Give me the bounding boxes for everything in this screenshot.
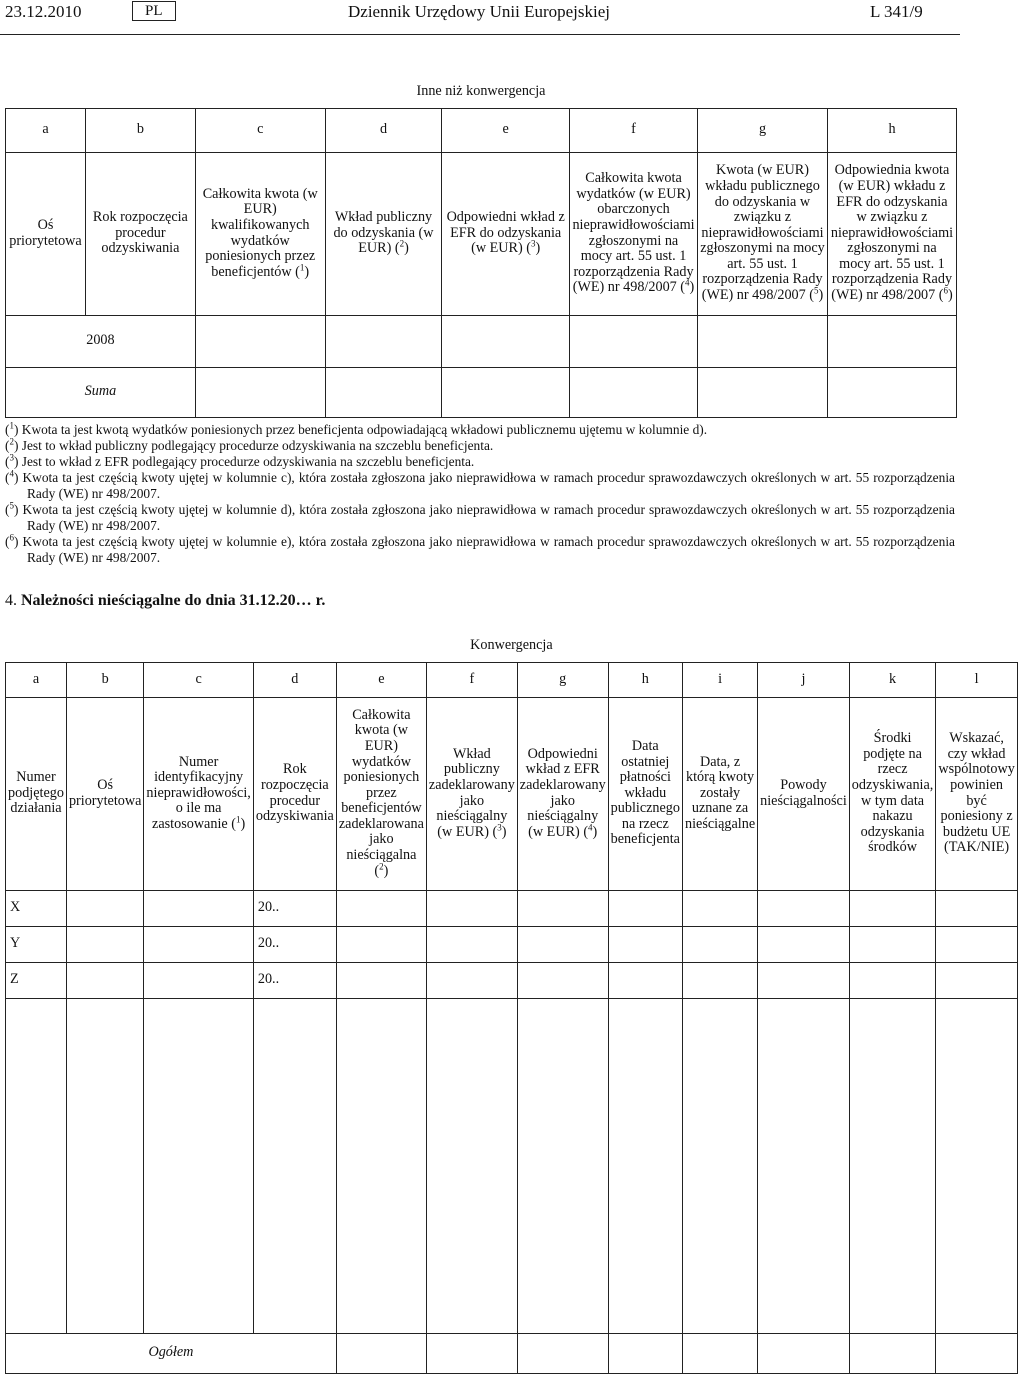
table2-spacer-row: [6, 998, 1018, 1333]
section-title: Należności nieściągalne do dnia 31.12.20… r.: [21, 592, 326, 609]
column-header: Numer podjętego działania: [6, 697, 67, 890]
table2-title: Konwergencja: [6, 630, 1018, 662]
section-4-heading: [5, 592, 325, 610]
year-cell: 20..: [253, 962, 336, 998]
column-header: Odpowiedni wkład z EFR do odzyskania (w EUR) ($^3$): [442, 152, 570, 315]
table-row: [6, 890, 1018, 926]
section-number: 4.: [5, 592, 17, 609]
table1-header-row: [6, 152, 957, 315]
col-letter: k: [849, 662, 936, 697]
col-letter: d: [253, 662, 336, 697]
col-letter: f: [426, 662, 517, 697]
table-row: [6, 926, 1018, 962]
year-cell: 2008: [6, 315, 196, 367]
col-letter: h: [608, 662, 682, 697]
column-header: Wkład publiczny zadeklarowany jako nieściągalny (w EUR) ($^3$): [426, 697, 517, 890]
column-header: Rok rozpoczęcia procedur odzyskiwania: [253, 697, 336, 890]
page-header: [0, 0, 960, 34]
col-letter: b: [85, 108, 195, 152]
table1-year-row: [6, 315, 957, 367]
table2-letter-row: [6, 662, 1018, 697]
table1-title: Inne niż konwergencja: [6, 76, 957, 108]
column-header: Wkład publiczny do odzyskania (w EUR) ($^2$): [325, 152, 442, 315]
action-cell: X: [6, 890, 67, 926]
col-letter: c: [144, 662, 253, 697]
table2-total-row: [6, 1333, 1018, 1373]
header-rule: [0, 34, 960, 35]
action-cell: Z: [6, 962, 67, 998]
journal-title: Dziennik Urzędowy Unii Europejskiej: [348, 2, 611, 21]
col-letter: l: [936, 662, 1017, 697]
footnote: ($^1$) Kwota ta jest kwotą wydatków poniesionych przez beneficjenta odpowiadającą wkładowi publicznemu ujętemu w kolumnie d).: [5, 420, 708, 437]
column-header: Środki podjęte na rzecz odzyskiwania, w tym data nakazu odzyskania środków: [849, 697, 936, 890]
page-reference: L 341/9: [870, 2, 923, 21]
footnote: ($^3$) Jest to wkład z EFR podlegający procedurze odzyskiwania na szczeblu beneficjenta.: [5, 452, 475, 469]
column-header: Oś priorytetowa: [66, 697, 143, 890]
sum-cell: Suma: [6, 367, 196, 417]
year-cell: 20..: [253, 890, 336, 926]
col-letter: g: [517, 662, 608, 697]
table1-letter-row: [6, 108, 957, 152]
column-header: Odpowiednia kwota (w EUR) wkładu z EFR do odzyskania w związku z nieprawidłowościami zgłoszonymi na mocy art. 55 ust. 1 rozporządzenia Rady (WE) nr 498/2007 ($^6$): [827, 152, 956, 315]
footnote: ($^6$) Kwota ta jest częścią kwoty ujętej w kolumnie e), która została zgłoszona jako nieprawidłowa w ramach procedur sprawozdawczych określonych w art. 55 rozporządzenia Rady (WE) nr 498/2007.: [5, 532, 955, 565]
col-letter: h: [827, 108, 956, 152]
footnote: ($^2$) Jest to wkład publiczny podlegający procedurze odzyskiwania na szczeblu beneficjenta.: [5, 436, 494, 453]
col-letter: i: [683, 662, 758, 697]
table-row: [6, 962, 1018, 998]
col-letter: e: [442, 108, 570, 152]
year-cell: 20..: [253, 926, 336, 962]
publication-date: 23.12.2010: [5, 2, 82, 21]
col-letter: a: [6, 662, 67, 697]
column-header: Kwota (w EUR) wkładu publicznego do odzyskania w związku z nieprawidłowościami zgłoszonymi na mocy art. 55 ust. 1 rozporządzenia Rady (WE) nr 498/2007 ($^5$): [698, 152, 828, 315]
action-cell: Y: [6, 926, 67, 962]
column-header: Całkowita kwota wydatków (w EUR) obarczonych nieprawidłowościami zgłoszonymi na mocy art. 55 ust. 1 rozporządzenia Rady (WE) nr 498/2007 ($^4$): [570, 152, 698, 315]
column-header: Powody nieściągalności: [758, 697, 850, 890]
col-letter: f: [570, 108, 698, 152]
col-letter: c: [195, 108, 325, 152]
col-letter: d: [325, 108, 442, 152]
footnotes: [5, 422, 955, 566]
language-code-box: PL: [132, 1, 176, 21]
col-letter: j: [758, 662, 850, 697]
column-header: Oś priorytetowa: [6, 152, 86, 315]
column-header: Całkowita kwota (w EUR) wydatków poniesionych przez beneficjentów zadeklarowana jako nieściągalna ($^2$): [336, 697, 426, 890]
table2-header-row: [6, 697, 1018, 890]
table-convergence: [5, 630, 1018, 1374]
table1-sum-row: [6, 367, 957, 417]
col-letter: g: [698, 108, 828, 152]
column-header: Wskazać, czy wkład wspólnotowy powinien być poniesiony z budżetu UE (TAK/NIE): [936, 697, 1017, 890]
footnote: ($^5$) Kwota ta jest częścią kwoty ujętej w kolumnie d), która została zgłoszona jako nieprawidłowa w ramach procedur sprawozdawczych określonych w art. 55 rozporządzenia Rady (WE) nr 498/2007.: [5, 500, 955, 533]
col-letter: b: [66, 662, 143, 697]
column-header: Data ostatniej płatności wkładu publicznego na rzecz beneficjenta: [608, 697, 682, 890]
column-header: Rok rozpoczęcia procedur odzyskiwania: [85, 152, 195, 315]
column-header: Odpowiedni wkład z EFR zadeklarowany jako nieściągalny (w EUR) ($^4$): [517, 697, 608, 890]
footnote: ($^4$) Kwota ta jest częścią kwoty ujętej w kolumnie c), która została zgłoszona jako nieprawidłowa w ramach procedur sprawozdawczych określonych w art. 55 rozporządzenia Rady (WE) nr 498/2007.: [5, 468, 955, 501]
column-header: Całkowita kwota (w EUR) kwalifikowanych wydatków poniesionych przez beneficjentów ($^1$): [195, 152, 325, 315]
column-header: Data, z którą kwoty zostały uznane za nieściągalne: [683, 697, 758, 890]
column-header: Numer identyfikacyjny nieprawidłowości, o ile ma zastosowanie ($^1$): [144, 697, 253, 890]
table-non-convergence: [5, 76, 957, 418]
col-letter: a: [6, 108, 86, 152]
col-letter: e: [336, 662, 426, 697]
total-cell: Ogółem: [6, 1333, 337, 1373]
